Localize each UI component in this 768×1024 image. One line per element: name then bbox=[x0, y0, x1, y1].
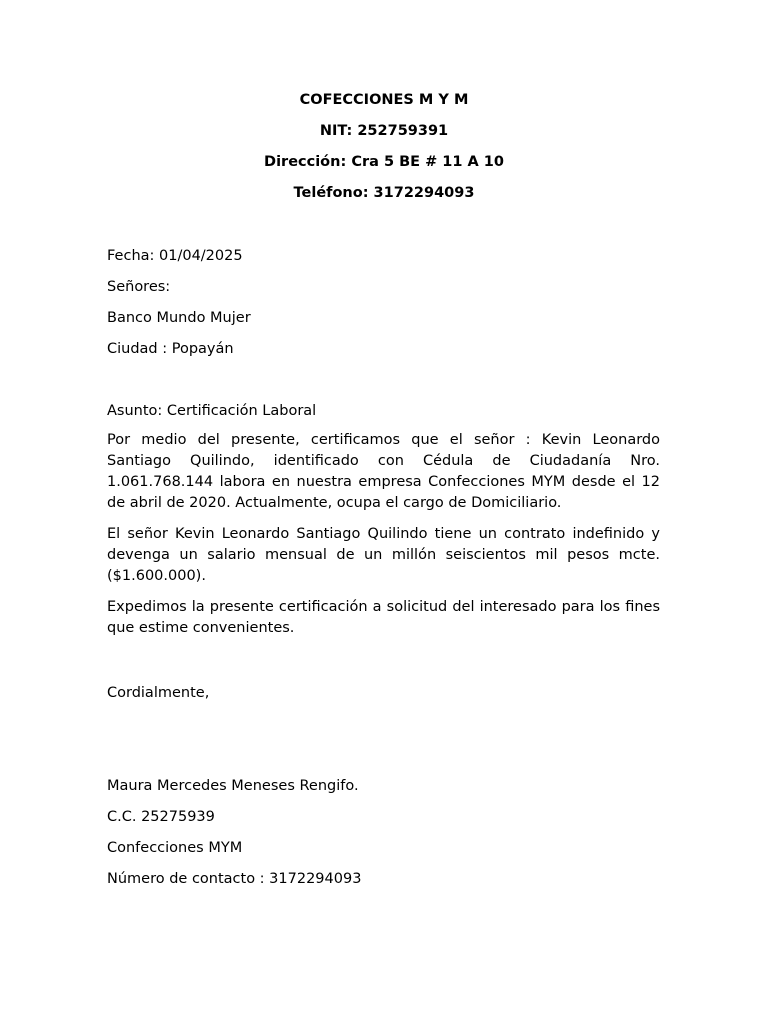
signer-id: C.C. 25275939 bbox=[107, 809, 215, 825]
signer-name: Maura Mercedes Meneses Rengifo. bbox=[107, 778, 359, 794]
closing-block bbox=[107, 681, 660, 712]
company-name: COFECCIONES M Y M bbox=[299, 92, 469, 108]
company-nit: NIT: 252759391 bbox=[319, 123, 449, 139]
signature-block bbox=[107, 774, 660, 898]
paragraph-purpose: Expedimos la presente certificación a solicitud del interesado para los fines que estime convenientes. bbox=[107, 599, 660, 636]
company-phone: Teléfono: 3172294093 bbox=[293, 185, 475, 201]
signer-contact: Número de contacto : 3172294093 bbox=[107, 871, 362, 887]
paragraph-salary: El señor Kevin Leonardo Santiago Quilindo tiene un contrato indefinido y devenga un salario mensual de un millón seiscientos mil pesos mcte. ($1.600.000). bbox=[107, 526, 660, 584]
paragraph-employment: Por medio del presente, certificamos que el señor : Kevin Leonardo Santiago Quilindo, identificado con Cédula de Ciudadanía Nro. 1.061.768.144 labora en nuestra empresa Confecciones MYM desde el 12 de abril de 2020. Actualmente, ocupa el cargo de Domiciliario. bbox=[107, 432, 660, 511]
salutation: Señores: bbox=[107, 279, 171, 295]
letter-date: Fecha: 01/04/2025 bbox=[107, 248, 243, 264]
letter-body bbox=[107, 399, 660, 639]
letterhead bbox=[0, 88, 768, 212]
closing: Cordialmente, bbox=[107, 685, 210, 701]
recipient-city: Ciudad : Popayán bbox=[107, 341, 234, 357]
signer-company: Confecciones MYM bbox=[107, 840, 243, 856]
recipient-organization: Banco Mundo Mujer bbox=[107, 310, 251, 326]
company-address: Dirección: Cra 5 BE # 11 A 10 bbox=[264, 154, 504, 170]
letter-subject: Asunto: Certificación Laboral bbox=[107, 403, 317, 419]
recipient-block bbox=[107, 244, 660, 368]
